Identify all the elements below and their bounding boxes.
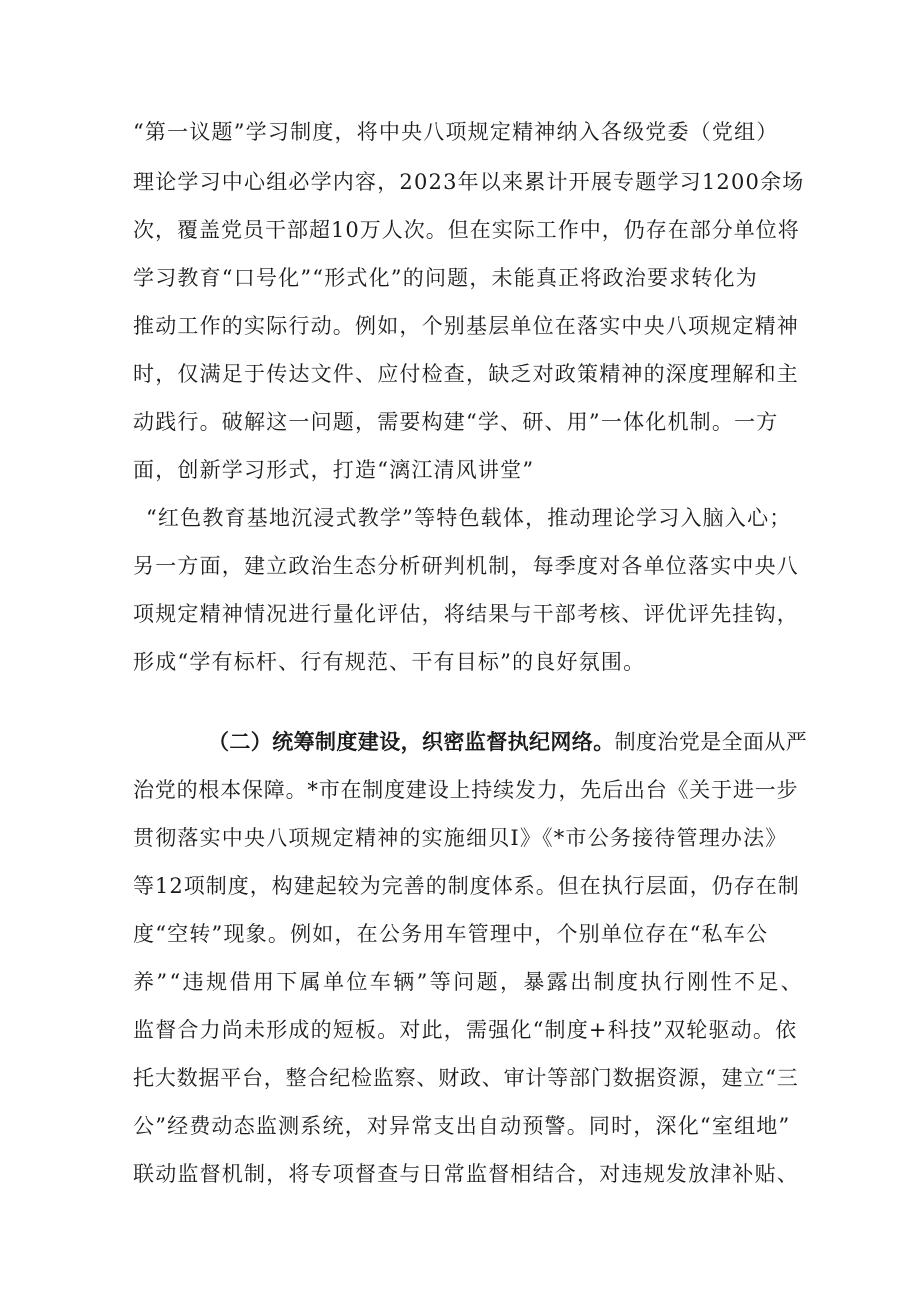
paragraph1-line-12: 形成“学有标杆、行有规范、干有目标”的良好氛围。	[133, 650, 646, 674]
section2-line-6: 养”“违规借用下属单位车辆”等问题，暴露出制度执行刚性不足、	[133, 970, 805, 994]
section2-line-4: 等12项制度，构建起较为完善的制度体系。但在执行层面，仍存在制	[133, 874, 800, 898]
section2-line-10: 联动监督机制，将专项督查与日常监督相结合，对违规发放津补贴、	[133, 1162, 799, 1186]
paragraph1-line-11: 项规定精神情况进行量化评估，将结果与干部考核、评优评先挂钩，	[133, 602, 799, 626]
paragraph1-line-9: “红色教育基地沉浸式教学”等特色载体，推动理论学习入脑入心；	[146, 506, 792, 530]
paragraph1-line-3: 次，覆盖党员干部超10万人次。但在实际工作中，仍存在部分单位将	[133, 218, 800, 242]
paragraph1-line-5: 推动工作的实际行动。例如，个别基层单位在落实中央八项规定精神	[133, 314, 799, 338]
section2-first-line-tail: 制度治党是全面从严	[614, 730, 808, 754]
paragraph1-line-8: 面，创新学习形式，打造“漓江清风讲堂”	[133, 458, 535, 482]
section2-line-5: 度“空转”现象。例如，在公务用车管理中，个别单位存在“私车公	[133, 922, 769, 946]
paragraph1-line-1: “第一议题”学习制度，将中央八项规定精神纳入各级党委（党组）	[133, 120, 779, 144]
paragraph1-line-2: 理论学习中心组必学内容，2023年以来累计开展专题学习1200余场	[133, 170, 805, 194]
section2-heading: （二）统筹制度建设，织密监督执纪网络。	[208, 730, 615, 754]
section2-line-7: 监督合力尚未形成的短板。对此，需强化“制度+科技”双轮驱动。依	[133, 1018, 798, 1042]
section2-line-9: 公”经费动态监测系统，对异常支出自动预警。同时，深化“室组地”	[133, 1114, 791, 1138]
section2-first-line	[208, 722, 808, 762]
section2-line-8: 托大数据平台，整合纪检监察、财政、审计等部门数据资源，建立“三	[133, 1066, 799, 1090]
paragraph1-line-10: 另一方面，建立政治生态分析研判机制，每季度对各单位落实中央八	[133, 554, 799, 578]
section2-line-3: 贯彻落实中央八项规定精神的实施细贝I》《*市公务接待管理办法》	[133, 826, 788, 850]
paragraph1-line-7: 动践行。破解这一问题，需要构建“学、研、用”一体化机制。一方	[133, 410, 779, 434]
paragraph1-line-4: 学习教育“口号化”“形式化”的问题，未能真正将政治要求转化为	[133, 266, 758, 290]
paragraph1-line-6: 时，仅满足于传达文件、应付检查，缺乏对政策精神的深度理解和主	[133, 362, 799, 386]
section2-line-2: 治党的根本保障。*市在制度建设上持续发力，先后出台《关于进一步	[133, 778, 799, 802]
